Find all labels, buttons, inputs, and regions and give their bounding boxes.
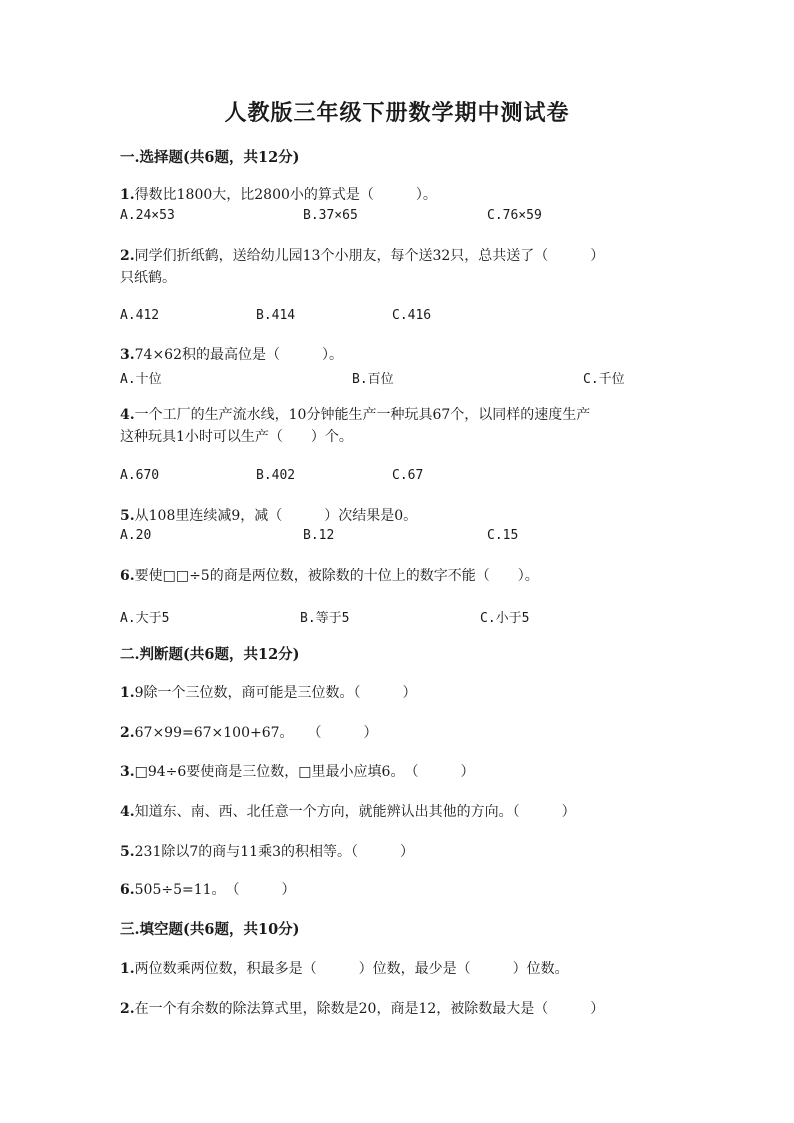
choice-q4-text-cont: 这种玩具1小时可以生产（ ）个。 — [120, 429, 353, 445]
question-number: 2. — [120, 248, 135, 264]
question-number: 6. — [120, 882, 135, 898]
question-text: 9除一个三位数，商可能是三位数。（ ） — [134, 685, 417, 701]
choice-q4-option-b: B.402 — [256, 468, 296, 483]
choice-q6-text — [120, 566, 539, 586]
judge-q2 — [120, 723, 378, 743]
question-text: 在一个有余数的除法算式里，除数是20，商是12，被除数最大是（ ） — [134, 1001, 605, 1017]
choice-q1-text — [120, 185, 437, 205]
page-title: 人教版三年级下册数学期中测试卷 — [224, 100, 570, 126]
question-number: 4. — [120, 407, 135, 423]
question-number: 2. — [120, 725, 135, 741]
choice-q3-option-b: B.百位 — [352, 372, 394, 387]
choice-q6-option-b: B.等于5 — [300, 611, 350, 626]
choice-q2-text-cont: 只纸鹤。 — [120, 270, 176, 286]
section-heading-fill-blank: 三.填空题(共6题，共10分) — [120, 921, 300, 938]
question-number: 2. — [120, 1001, 135, 1017]
judge-q4 — [120, 802, 576, 822]
choice-q5-option-c: C.15 — [487, 528, 519, 543]
question-text: 知道东、南、西、北任意一个方向，就能辨认出其他的方向。（ ） — [134, 804, 576, 820]
choice-q2-option-c: C.416 — [392, 308, 432, 323]
judge-q6 — [120, 880, 296, 900]
question-text: 从108里连续减9，减（ ）次结果是0。 — [134, 508, 418, 524]
question-text: 67×99=67×100+67。 （ ） — [134, 725, 378, 741]
question-text: 同学们折纸鹤，送给幼儿园13个小朋友，每个送32只，总共送了（ ） — [134, 248, 605, 264]
question-number: 1. — [120, 961, 135, 977]
choice-q3-option-c: C.千位 — [583, 372, 625, 387]
question-text: 得数比1800大，比2800小的算式是（ ）。 — [134, 187, 437, 203]
question-text: 505÷5=11。 （ ） — [134, 882, 296, 898]
choice-q4-text — [120, 405, 590, 425]
section-heading-judgement: 二.判断题(共6题，共12分) — [120, 646, 300, 663]
question-text: □94÷6要使商是三位数，□里最小应填6。 （ ） — [134, 764, 475, 780]
choice-q2-option-a: A.412 — [120, 308, 160, 323]
judge-q3 — [120, 762, 474, 782]
question-text: 两位数乘两位数，积最多是（ ）位数，最少是（ ）位数。 — [134, 961, 569, 977]
question-number: 4. — [120, 804, 135, 820]
choice-q2-text — [120, 246, 604, 266]
choice-q1-option-b: B.37×65 — [303, 208, 358, 223]
question-number: 5. — [120, 844, 135, 860]
question-number: 5. — [120, 508, 135, 524]
choice-q5-option-b: B.12 — [303, 528, 335, 543]
choice-q2-option-b: B.414 — [256, 308, 296, 323]
choice-q6-option-a: A.大于5 — [120, 611, 170, 626]
judge-q1 — [120, 683, 417, 703]
fill-q2 — [120, 999, 604, 1019]
question-number: 1. — [120, 187, 135, 203]
choice-q6-option-c: C.小于5 — [480, 611, 530, 626]
question-number: 3. — [120, 347, 135, 363]
question-number: 6. — [120, 568, 135, 584]
question-number: 1. — [120, 685, 135, 701]
section-heading-choice: 一.选择题(共6题，共12分) — [120, 149, 300, 166]
choice-q5-text — [120, 506, 417, 526]
question-text: 74×62积的最高位是（ ）。 — [134, 347, 343, 363]
choice-q3-option-a: A.十位 — [120, 372, 162, 387]
fill-q1 — [120, 959, 569, 979]
choice-q5-option-a: A.20 — [120, 528, 152, 543]
judge-q5 — [120, 842, 414, 862]
choice-q1-option-c: C.76×59 — [487, 208, 542, 223]
question-number: 3. — [120, 764, 135, 780]
choice-q4-option-c: C.67 — [392, 468, 424, 483]
choice-q3-text — [120, 345, 343, 365]
choice-q1-option-a: A.24×53 — [120, 208, 175, 223]
question-text: 要使□□÷5的商是两位数，被除数的十位上的数字不能（ ）。 — [134, 568, 539, 584]
question-text: 一个工厂的生产流水线，10分钟能生产一种玩具67个，以同样的速度生产 — [134, 407, 591, 423]
choice-q4-option-a: A.670 — [120, 468, 160, 483]
question-text: 231除以7的商与11乘3的积相等。（ ） — [134, 844, 414, 860]
